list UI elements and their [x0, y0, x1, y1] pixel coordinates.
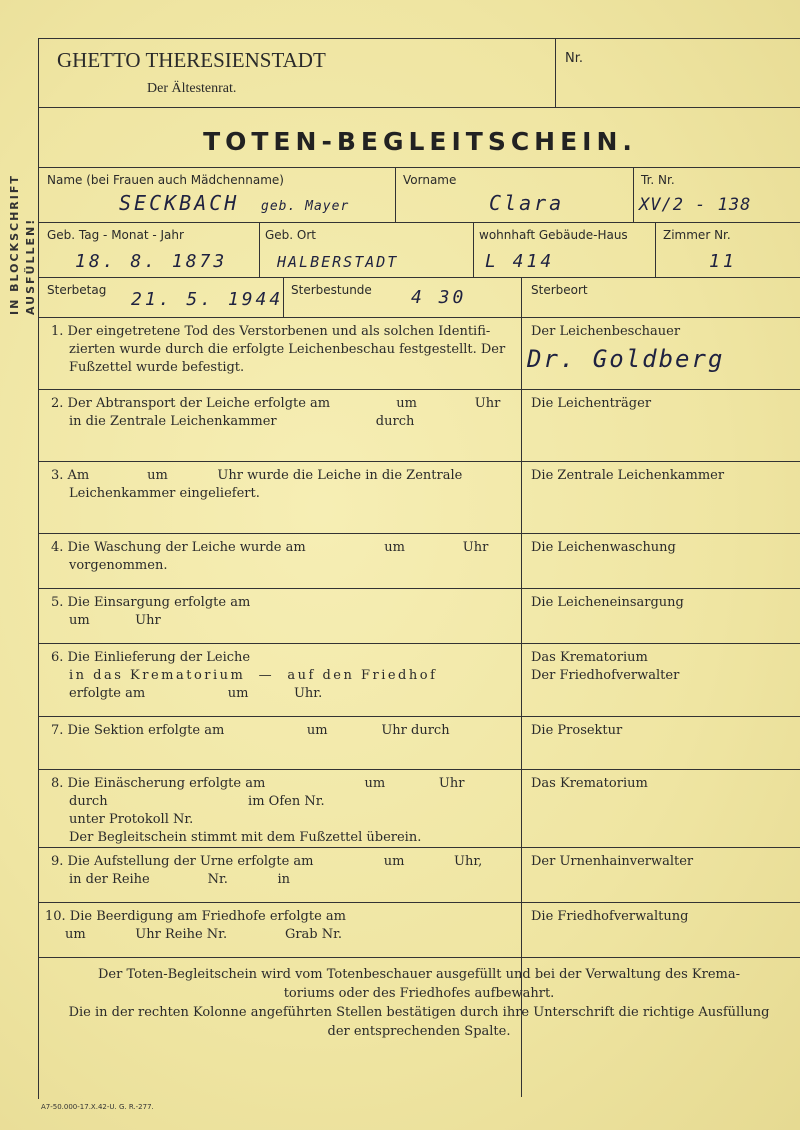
row-2-line-1: 2. Der Abtransport der Leiche erfolgte am um Uhr	[51, 396, 501, 411]
row-2-authority: Die Leichenträger	[531, 396, 652, 411]
row-7-authority: Die Prosektur	[531, 723, 623, 738]
row-9-line-2: in der Reihe Nr. in	[69, 872, 290, 887]
form-title: TOTEN-BEGLEITSCHEIN.	[203, 127, 637, 156]
row-1-authority: Der Leichenbeschauer	[531, 324, 681, 339]
trnr-label: Tr. Nr.	[641, 173, 675, 187]
row-divider	[39, 847, 800, 848]
death-certificate-form	[38, 38, 800, 1111]
row-6-line-3: erfolgte am um Uhr.	[69, 686, 323, 701]
row-8-line-4: Der Begleitschein stimmt mit dem Fußzettel überein.	[69, 830, 422, 845]
gebort-value: HALBERSTADT	[277, 253, 399, 271]
row-6-line-1: 6. Die Einlieferung der Leiche	[51, 650, 251, 665]
row-10-line-1: 10. Die Beerdigung am Friedhofe erfolgte am	[45, 909, 346, 924]
row-4-line-1: 4. Die Waschung der Leiche wurde am um Uhr	[51, 540, 489, 555]
maiden-name-value: geb. Mayer	[261, 199, 350, 214]
row-divider	[39, 461, 800, 462]
footer-line4: der entsprechenden Spalte.	[327, 1024, 511, 1039]
side-instruction-line2: AUSFÜLLEN!	[24, 217, 37, 315]
sterbestunde-label: Sterbestunde	[291, 283, 372, 297]
footer-line2: toriums oder des Friedhofes aufbewahrt.	[283, 986, 555, 1001]
row-7-line-1: 7. Die Sektion erfolgte am um Uhr durch	[51, 723, 450, 738]
sterbestunde-value: 4 30	[411, 287, 467, 308]
row-10-text	[45, 908, 346, 944]
row-7-text	[51, 722, 450, 740]
name-label: Name (bei Frauen auch Mädchenname)	[47, 173, 284, 187]
row-2-text	[51, 395, 500, 431]
vorname-label: Vorname	[403, 173, 457, 187]
vorname-value: Clara	[489, 191, 565, 215]
footer-line3: Die in der rechten Kolonne angeführten Stellen bestätigen durch ihre Unterschrift die richtige Ausfüllung	[68, 1005, 770, 1020]
row-divider	[39, 389, 800, 390]
row-8-authority: Das Krematorium	[531, 776, 648, 791]
row-divider	[39, 769, 800, 770]
row-5-line-2: um Uhr	[69, 613, 161, 628]
row-9-text	[51, 853, 482, 889]
sterbeort-label: Sterbeort	[531, 283, 588, 297]
row-6-authority: Das Krematorium Der Friedhofverwalter	[531, 650, 680, 683]
row-divider	[39, 716, 800, 717]
row-1-line-2: zierten wurde durch die erfolgte Leichenbeschau festgestellt. Der	[69, 342, 506, 357]
gebtag-label: Geb. Tag - Monat - Jahr	[47, 228, 184, 242]
row-8-line-1: 8. Die Einäscherung erfolgte am um Uhr	[51, 776, 465, 791]
row-9-authority: Der Urnenhainverwalter	[531, 854, 694, 869]
row-6-line-2: in das Krematorium — auf den Friedhof	[69, 668, 438, 683]
wohnhaft-value: L 414	[485, 251, 555, 272]
row-2-line-2: in die Zentrale Leichenkammer durch	[69, 414, 415, 429]
examiner-signature: Dr. Goldberg	[527, 345, 725, 373]
row-1-text	[51, 323, 505, 377]
side-instruction-line1: IN BLOCKSCHRIFT	[8, 174, 21, 315]
row-divider	[39, 643, 800, 644]
row-3-text	[51, 467, 462, 503]
row-divider	[39, 533, 800, 534]
gebtag-value: 18. 8. 1873	[75, 251, 228, 272]
row-3-line-1: 3. Am um Uhr wurde die Leiche in die Zentrale	[51, 468, 463, 483]
row-1-line-1: 1. Der eingetretene Tod des Verstorbenen und als solchen Identifi-	[51, 324, 491, 339]
row-4-line-2: vorgenommen.	[69, 558, 168, 573]
row-4-text	[51, 539, 488, 575]
row-6-text	[51, 649, 437, 703]
row-9-line-1: 9. Die Aufstellung der Urne erfolgte am um Uhr,	[51, 854, 483, 869]
row-10-authority: Die Friedhofverwaltung	[531, 909, 689, 924]
side-instruction	[2, 160, 38, 320]
row-5-line-1: 5. Die Einsargung erfolgte am	[51, 595, 251, 610]
row-8-line-2: durch im Ofen Nr.	[69, 794, 325, 809]
nr-label: Nr.	[565, 51, 584, 66]
row-8-text	[51, 775, 464, 847]
sterbetag-label: Sterbetag	[47, 283, 107, 297]
footer-note	[59, 965, 779, 1041]
footer-line1: Der Toten-Begleitschein wird vom Totenbeschauer ausgefüllt und bei der Verwaltung des Krema-	[98, 967, 740, 982]
row-3-authority: Die Zentrale Leichenkammer	[531, 468, 725, 483]
row-divider	[39, 588, 800, 589]
row-divider	[39, 902, 800, 903]
zimmer-label: Zimmer Nr.	[663, 228, 731, 242]
row-3-line-2: Leichenkammer eingeliefert.	[69, 486, 260, 501]
wohnhaft-label: wohnhaft Gebäude-Haus	[479, 228, 628, 242]
name-value: SECKBACH	[119, 191, 240, 215]
print-code: A7-50.000-17.X.42-U. G. R.-277.	[41, 1103, 154, 1111]
trnr-value: XV/2 - 138	[639, 195, 752, 215]
row-4-authority: Die Leichenwaschung	[531, 540, 676, 555]
row-5-text	[51, 594, 250, 630]
sterbetag-value: 21. 5. 1944	[131, 289, 284, 310]
row-1-line-3: Fußzettel wurde befestigt.	[69, 360, 245, 375]
council-subtitle: Der Ältestenrat.	[147, 81, 237, 96]
row-8-line-3: unter Protokoll Nr.	[69, 812, 194, 827]
ghetto-title: GHETTO THERESIENSTADT	[57, 48, 326, 72]
row-10-line-2: um Uhr Reihe Nr. Grab Nr.	[65, 927, 343, 942]
row-5-authority: Die Leicheneinsargung	[531, 595, 684, 610]
gebort-label: Geb. Ort	[265, 228, 317, 242]
zimmer-value: 11	[709, 251, 737, 272]
